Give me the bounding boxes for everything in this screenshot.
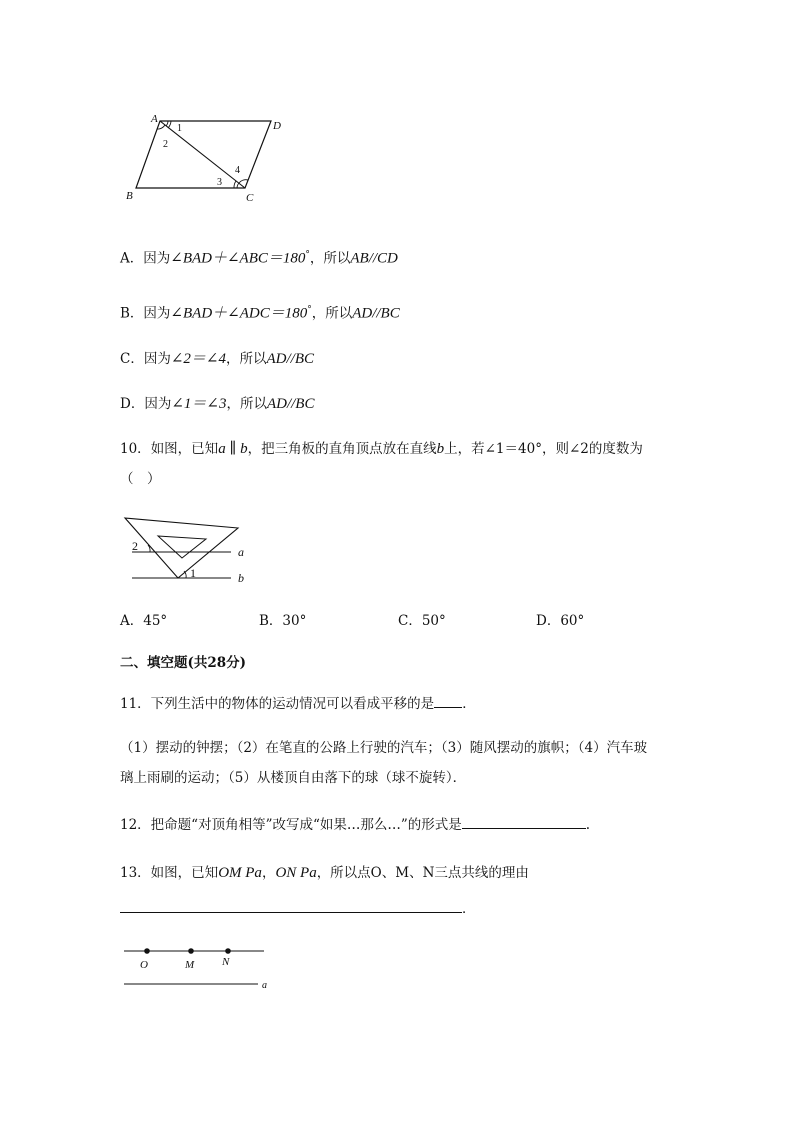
q13-answer-line: ． — [120, 898, 476, 919]
q11-options-line2: 璃上雨刷的运动；（5）从楼顶自由落下的球（球不旋转）． — [120, 770, 467, 786]
triangle-ruler-figure — [118, 512, 278, 587]
point-m — [188, 948, 194, 954]
point-n — [225, 948, 231, 954]
angle-3-label: 3 — [217, 177, 222, 188]
q10-paren: （ ） — [120, 471, 161, 487]
angle-1-label: 1 — [190, 566, 196, 580]
q10-choice-d[interactable]: D．60° — [536, 613, 585, 629]
q12-answer-blank[interactable] — [462, 814, 586, 829]
angle-4-label: 4 — [235, 165, 240, 176]
q9-option-d[interactable]: D．因为∠1＝∠3，所以AD//BC — [120, 396, 315, 412]
line-b-label: b — [238, 571, 244, 585]
vertex-b-label: B — [126, 190, 133, 202]
angle-2-label: 2 — [132, 539, 138, 553]
angle-2-label: 2 — [163, 139, 168, 150]
q9-option-c[interactable]: C．因为∠2＝∠4，所以AD//BC — [120, 351, 314, 367]
q10-choice-c[interactable]: C．50° — [398, 613, 446, 629]
q12-stem: 12．把命题“对顶角相等”改写成“如果…那么…”的形式是 . — [120, 814, 590, 835]
parallelogram-figure — [118, 108, 298, 208]
q11-stem: 11．下列生活中的物体的运动情况可以看成平移的是 ． — [120, 693, 476, 714]
point-o — [144, 948, 150, 954]
q10-choice-b[interactable]: B．30° — [259, 613, 307, 629]
q11-options-line1: （1）摆动的钟摆；（2）在笔直的公路上行驶的汽车；（3）随风摆动的旗帜；（4）汽车玻 — [120, 740, 648, 756]
collinear-points-figure — [118, 940, 278, 992]
line-a-label: a — [262, 980, 267, 991]
q13-answer-blank[interactable] — [120, 898, 462, 913]
angle-1-label: 1 — [177, 123, 182, 134]
section-heading: 二、填空题(共28分) — [120, 655, 247, 671]
q10-stem: 10．如图，已知a ∥ b，把三角板的直角顶点放在直线b上，若∠1＝40°，则∠2的度数为 — [120, 441, 643, 457]
point-m-label: M — [185, 959, 195, 971]
vertex-a-label: A — [151, 113, 158, 125]
q10-choice-a[interactable]: A．45° — [120, 613, 168, 629]
vertex-d-label: D — [273, 120, 281, 132]
vertex-c-label: C — [246, 192, 254, 204]
point-o-label: O — [140, 959, 148, 971]
q9-option-b[interactable]: B．因为∠BAD＋∠ADC＝180°，所以AD//BC — [120, 305, 400, 322]
q11-answer-blank[interactable] — [434, 693, 462, 708]
q9-option-a[interactable]: A．因为∠BAD＋∠ABC＝180°，所以AB//CD — [120, 250, 398, 267]
line-a-label: a — [238, 545, 244, 559]
point-n-label: N — [222, 956, 230, 968]
q13-stem: 13．如图，已知OM Pa，ON Pa，所以点O、M、N三点共线的理由 — [120, 865, 529, 881]
